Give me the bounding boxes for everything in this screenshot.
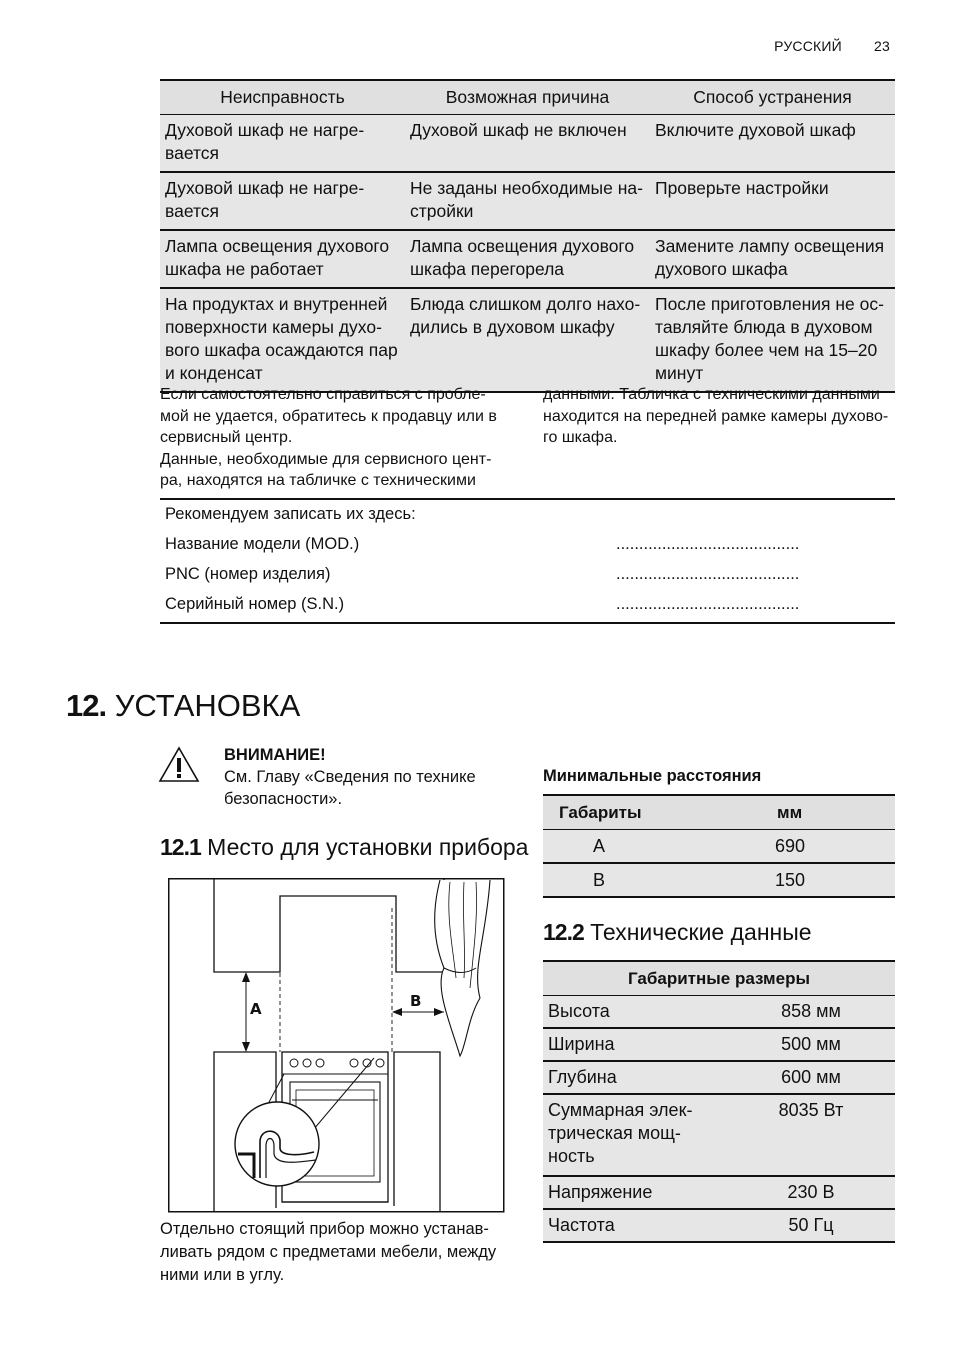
param-cell: Частота	[543, 1209, 726, 1242]
col-header-fault: Неисправность	[160, 80, 405, 115]
record-intro: Рекомендуем записать их здесь:	[165, 505, 416, 523]
table-row	[160, 288, 895, 392]
min-distances-table	[543, 794, 895, 898]
subsection-number: 12.1	[160, 834, 201, 860]
section-name: УСТАНОВКА	[114, 688, 301, 723]
min-distances-title: Минимальные расстояния	[543, 767, 762, 785]
table-row	[160, 115, 895, 173]
table-row	[160, 230, 895, 288]
remedy-cell: После приготовления не ос- тавляйте блюда в духовом шкафу более чем на 15–20 минут	[650, 288, 895, 392]
col-header-cause: Возможная причина	[405, 80, 650, 115]
warning-title: ВНИМАНИЕ!	[224, 746, 326, 764]
table-row	[543, 996, 895, 1029]
param-cell: Ширина	[543, 1028, 726, 1061]
tech-header: Габаритные размеры	[543, 961, 895, 996]
value-cell: 600 мм	[726, 1061, 895, 1094]
col-header-remedy: Способ устранения	[650, 80, 895, 115]
installation-caption: Отдельно стоящий прибор можно устанав- ливать рядом с предметами мебели, между ними или в углу.	[160, 1220, 497, 1284]
param-cell: Суммарная элек- трическая мощ- ность	[543, 1094, 726, 1176]
section-number: 12.	[66, 688, 107, 723]
table-row	[160, 172, 895, 230]
cause-cell: Блюда слишком долго нахо- дились в духовом шкафу	[405, 288, 650, 392]
subsection-number: 12.2	[543, 919, 584, 945]
warning-text: См. Главу «Сведения по технике безопасности».	[224, 768, 476, 808]
tech-data-table	[543, 960, 895, 1243]
remedy-cell: Замените лампу освещения духового шкафа	[650, 230, 895, 288]
pnc-label: PNC (номер изделия)	[165, 565, 331, 583]
dimension-cell: B	[543, 863, 729, 897]
header-language: РУССКИЙ	[774, 38, 842, 54]
installation-diagram	[168, 878, 505, 1214]
page-number: 23	[874, 38, 890, 54]
cause-cell: Духовой шкаф не включен	[405, 115, 650, 173]
param-cell: Высота	[543, 996, 726, 1029]
troubleshooting-table	[160, 79, 895, 393]
fault-cell: Духовой шкаф не нагре- вается	[160, 115, 405, 173]
model-label: Название модели (MOD.)	[165, 535, 360, 553]
value-cell: 690	[729, 830, 895, 864]
table-row	[543, 1061, 895, 1094]
fault-cell: Лампа освещения духового шкафа не работает	[160, 230, 405, 288]
serial-blank: ........................................	[616, 595, 800, 613]
dimension-b-label: B	[410, 992, 422, 1010]
page-header	[774, 38, 890, 54]
service-note-right: данными. Табличка с техническими данными находится на передней рамке камеры духово- го шкафа.	[543, 386, 889, 446]
value-cell: 500 мм	[726, 1028, 895, 1061]
value-cell: 8035 Вт	[726, 1094, 895, 1176]
value-cell: 50 Гц	[726, 1209, 895, 1242]
param-cell: Напряжение	[543, 1176, 726, 1209]
fault-cell: На продуктах и внутренней поверхности камеры духо- вого шкафа осаждаются пар и конденсат	[160, 288, 405, 392]
remedy-cell: Проверьте настройки	[650, 172, 895, 230]
serial-label: Серийный номер (S.N.)	[165, 595, 345, 613]
subsection-name: Технические данные	[590, 919, 812, 945]
subsection-title	[543, 919, 812, 946]
remedy-cell: Включите духовой шкаф	[650, 115, 895, 173]
subsection-name: Место для установки прибора	[207, 834, 529, 860]
pnc-blank: ........................................	[616, 565, 800, 583]
table-row	[543, 1028, 895, 1061]
value-cell: 858 мм	[726, 996, 895, 1029]
value-cell: 230 В	[726, 1176, 895, 1209]
fault-cell: Духовой шкаф не нагре- вается	[160, 172, 405, 230]
dimension-cell: A	[543, 830, 729, 864]
table-row	[543, 1094, 895, 1176]
table-row	[543, 830, 895, 864]
table-row	[543, 1209, 895, 1242]
cause-cell: Не заданы необходимые на- стройки	[405, 172, 650, 230]
dimension-a-label: A	[250, 1000, 262, 1018]
model-blank: ........................................	[616, 535, 800, 553]
service-note-left: Если самостоятельно справиться с пробле- мой не удается, обратитесь к продавцу или в сервисный центр. Данные, необходимые для сервисного цент- ра, находятся на табличке с техническими	[160, 386, 497, 489]
warning-icon	[158, 746, 200, 784]
table-row	[543, 863, 895, 897]
cause-cell: Лампа освещения духового шкафа перегорела	[405, 230, 650, 288]
subsection-title	[160, 834, 528, 861]
col-header-dimension: Габариты	[543, 795, 729, 830]
section-title	[66, 688, 300, 724]
table-row	[543, 1176, 895, 1209]
col-header-mm: мм	[729, 795, 895, 830]
param-cell: Глубина	[543, 1061, 726, 1094]
record-block	[160, 498, 895, 624]
value-cell: 150	[729, 863, 895, 897]
